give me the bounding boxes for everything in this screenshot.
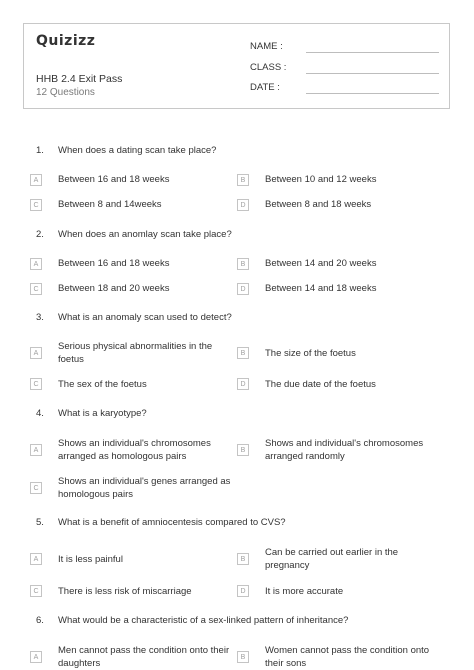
option-text: Between 18 and 20 weeks [58, 283, 170, 294]
option-text: Shows and individual's chromosomes arranged randomly [265, 438, 424, 462]
option-text: Between 10 and 12 weeks [265, 174, 377, 185]
worksheet-title: HHB 2.4 Exit Pass [36, 73, 123, 85]
option-text: Serious physical abnormalities in the foetus [58, 341, 213, 365]
question-text: What is an anomaly scan used to detect? [58, 312, 232, 323]
option-letter-b[interactable]: B [237, 651, 249, 663]
question-number: 3. [36, 312, 44, 323]
question-text: When does an anomlay scan take place? [58, 229, 232, 240]
option-letter-a[interactable]: A [30, 258, 42, 270]
option-text: The size of the foetus [265, 348, 356, 359]
question-number: 5. [36, 517, 44, 528]
option-text: Between 8 and 14weeks [58, 199, 162, 210]
question-text: What is a benefit of amniocentesis compared to CVS? [58, 517, 286, 528]
option-letter-d[interactable]: D [237, 378, 249, 390]
option-text: Between 16 and 18 weeks [58, 174, 170, 185]
class-label: CLASS : [250, 62, 287, 73]
option-text: Shows an individual's genes arranged as homologous pairs [58, 476, 231, 500]
question-number: 4. [36, 408, 44, 419]
question-count: 12 Questions [36, 87, 95, 98]
option-text: Can be carried out earlier in the pregnancy [265, 547, 399, 571]
question-text: What is a karyotype? [58, 408, 147, 419]
question-number: 6. [36, 615, 44, 626]
name-field[interactable] [306, 52, 439, 53]
option-letter-a[interactable]: A [30, 174, 42, 186]
option-letter-c[interactable]: C [30, 378, 42, 390]
option-letter-a[interactable]: A [30, 444, 42, 456]
option-text: Between 16 and 18 weeks [58, 258, 170, 269]
option-letter-b[interactable]: B [237, 347, 249, 359]
option-text: Between 8 and 18 weeks [265, 199, 372, 210]
option-letter-a[interactable]: A [30, 553, 42, 565]
worksheet-header [23, 23, 450, 109]
option-text: The due date of the foetus [265, 379, 376, 390]
option-letter-d[interactable]: D [237, 199, 249, 211]
option-text: There is less risk of miscarriage [58, 586, 192, 597]
option-letter-a[interactable]: A [30, 651, 42, 663]
option-letter-c[interactable]: C [30, 585, 42, 597]
name-label: NAME : [250, 41, 283, 52]
option-letter-c[interactable]: C [30, 199, 42, 211]
option-letter-d[interactable]: D [237, 585, 249, 597]
date-field[interactable] [306, 93, 439, 94]
question-text: When does a dating scan take place? [58, 145, 217, 156]
question-number: 1. [36, 145, 44, 156]
option-text: Between 14 and 20 weeks [265, 258, 377, 269]
option-letter-d[interactable]: D [237, 283, 249, 295]
quizizz-logo: Quizizz [36, 33, 96, 49]
option-letter-a[interactable]: A [30, 347, 42, 359]
option-text: Shows an individual's chromosomes arranged as homologous pairs [58, 438, 211, 462]
option-letter-c[interactable]: C [30, 283, 42, 295]
option-letter-b[interactable]: B [237, 444, 249, 456]
option-text: It is less painful [58, 554, 123, 565]
option-text: It is more accurate [265, 586, 344, 597]
class-field[interactable] [306, 73, 439, 74]
option-letter-c[interactable]: C [30, 482, 42, 494]
option-letter-b[interactable]: B [237, 174, 249, 186]
option-letter-b[interactable]: B [237, 258, 249, 270]
date-label: DATE : [250, 82, 280, 93]
option-text: Women cannot pass the condition onto their sons [265, 645, 430, 669]
option-text: The sex of the foetus [58, 379, 147, 390]
option-letter-b[interactable]: B [237, 553, 249, 565]
question-text: What would be a characteristic of a sex-linked pattern of inheritance? [58, 615, 349, 626]
question-number: 2. [36, 229, 44, 240]
option-text: Between 14 and 18 weeks [265, 283, 377, 294]
option-text: Men cannot pass the condition onto their daughters [58, 645, 230, 669]
